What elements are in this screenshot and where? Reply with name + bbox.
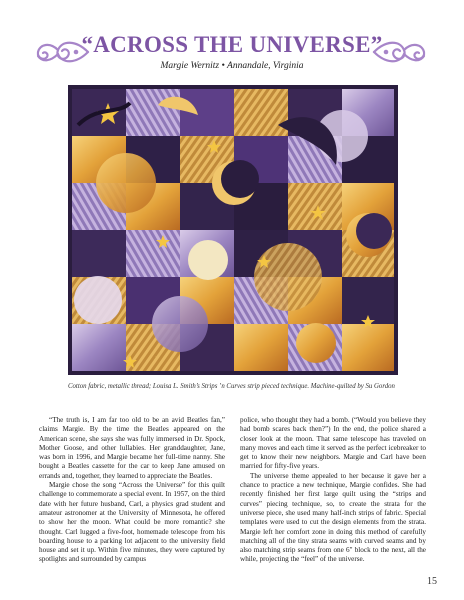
paragraph: The universe theme appealed to her because it gave her a chance to practice a new technique, Margie confides. She had recently finished her first large quilt using the “strips and curves” piecing technique, so, to create the strata for the universe piece, she used many half-inch strips of fabric. Special templates were used to cut the design elements from the strata. Margie left her comfort zone in doing this method of carefully matching all of the tiny strata seams with curved seams and by also matching strip seams from one 6" block to the next, all the while, projecting the “feel” of the universe. (240, 471, 426, 564)
page-header (0, 18, 464, 58)
quilt-photograph (68, 85, 398, 375)
article-title: “ACROSS THE UNIVERSE” (81, 32, 383, 57)
article-body (39, 416, 426, 576)
paragraph: Margie chose the song “Across the Universe” for this quilt challenge to commemorate a special event. In 1957, on the third date with her future husband, Carl, a physics grad student and amateur astronomer at the University of Minnesota, he offered to show her the moon. What could be more romantic? she thought. Carl lugged a five-foot, homemade telescope from his boarding house to a parking lot adjacent to the university field house and set it up. Within five minutes, they were captured by spotlights and surrounded by campus (39, 481, 225, 564)
body-column-left (39, 416, 225, 565)
page-number: 15 (427, 576, 437, 587)
figure-caption: Cotton fabric, metallic thread; Louisa L. Smith’s Strips ’n Curves strip pieced technique. Machine-quilted by Su Gordon (68, 383, 395, 390)
paragraph: “The truth is, I am far too old to be an avid Beatles fan,” claims Margie. By the time the Beatles appeared on the American scene, she says she was fully immersed in Dr. Spock, Mother Goose, and other lullabies. Her granddaughter, Jane, was born in 1996, and Margie became her full-time nanny. She bought a Beatles cassette for the car to keep Jane amused on errands and, together, they learned to appreciate the Beatles. (39, 416, 225, 480)
paragraph: police, who thought they had a bomb. (“Would you believe they had bomb scares back then?”) In the end, the police shared a closer look at the moon. That same telescope has traveled on many moves and each time it served as the perfect icebreaker to get to know their new neighbors. Margie and Carl have been married for fifty-five years. (240, 416, 426, 471)
author-byline: Margie Wernitz • Annandale, Virginia (160, 61, 304, 71)
body-column-right (240, 416, 426, 565)
